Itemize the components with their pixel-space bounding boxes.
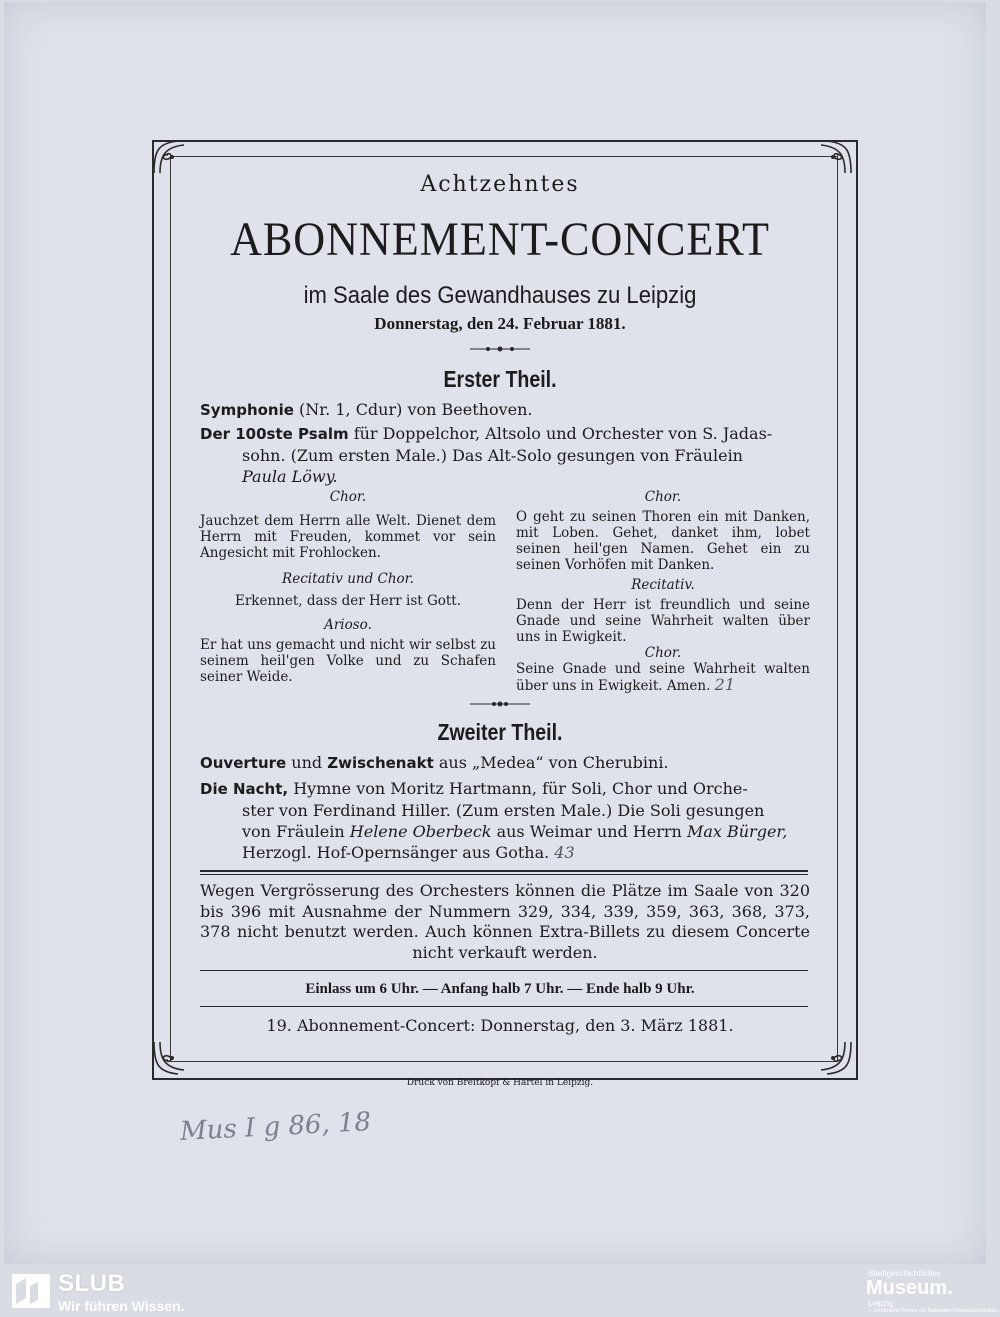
corner-ornament-bottom-right: [815, 1038, 855, 1078]
viewer-footer: [0, 1266, 1000, 1317]
section-heading-part2: Zweiter Theil.: [437, 719, 563, 745]
concert-ordinal: Achtzehntes: [420, 172, 580, 197]
movement-text: [516, 661, 810, 694]
rule-line: [200, 970, 808, 971]
concert-venue: im Saale des Gewandhauses zu Leipzig: [303, 282, 697, 309]
handwritten-number: 21: [714, 675, 736, 694]
work-title: Die Nacht,: [200, 780, 289, 798]
seating-notice: Wegen Vergrösserung des Orchesters können die Plätze im Saale von 320 bis 396 mit Ausnahme der Nummern 329, 334, 339, 359, 363, 368, 373, 378 nicht benutzt werden. Auch können Extra-Billets zu diesem Concerte nicht verkauft werden.: [200, 881, 810, 962]
program-item-symphony: [200, 399, 812, 421]
soloists-text: aus Weimar und Herrn: [496, 822, 682, 841]
museum-city: Leipzig: [868, 1299, 894, 1308]
corner-ornament-top-left: [150, 137, 190, 177]
soloists-text: Herzogl. Hof-Opernsänger aus Gotha.: [242, 843, 550, 862]
movement-heading: Chor.: [329, 489, 367, 505]
corner-ornament-top-right: [815, 137, 855, 177]
movement-heading: Recitativ und Chor.: [282, 571, 414, 587]
museum-label-top: Stadtgeschichtliches: [868, 1269, 941, 1278]
movement-heading: Recitativ.: [631, 577, 695, 593]
museum-logo-text: Museum.: [866, 1277, 953, 1299]
soloists-line: [200, 821, 812, 842]
movement-text: Jauchzet dem Herrn alle Welt. Dienet dem Herrn mit Freuden, kommet vor sein Angesicht mit Frohlocken.: [200, 513, 496, 561]
soloists-text: von Fräulein: [242, 822, 345, 841]
printer-imprint: Druck von Breitkopf & Härtel in Leipzig.: [406, 1078, 594, 1088]
slub-name: SLUB: [58, 1270, 126, 1297]
slub-claim: Wir führen Wissen.: [58, 1298, 185, 1314]
singer-name: Helene Oberbeck: [349, 822, 492, 841]
movement-text: Denn der Herr ist freundlich und seine Gnade und seine Wahrheit walten über uns in Ewigkeit.: [516, 597, 810, 645]
singer-name: Max Bürger,: [686, 822, 788, 841]
text-column-left: [200, 485, 496, 685]
museum-partner-note: ✓ Zertifizierter Partner der Nationalen Klimaschutzinitiative: [868, 1308, 999, 1314]
corner-ornament-bottom-left: [150, 1038, 190, 1078]
work-title: Der 100ste Psalm: [200, 425, 349, 443]
movement-heading: Arioso.: [324, 617, 372, 633]
concert-title: ABONNEMENT-CONCERT: [230, 213, 770, 266]
singer-name: Paula Löwy.: [242, 467, 338, 486]
work-title: Symphonie: [200, 401, 294, 419]
movement-text: O geht zu seinen Thoren ein mit Danken, mit Loben. Gehet, danket ihm, lobet seinen heil'gen Namen. Gehet ein zu seinen Vorhöfen mit Danken.: [516, 509, 810, 573]
program-item-medea: [200, 752, 812, 774]
work-details-cont: sohn. (Zum ersten Male.) Das Alt-Solo gesungen von Fräulein: [242, 446, 743, 465]
movement-heading: Chor.: [644, 645, 682, 661]
movement-heading: Chor.: [644, 489, 682, 505]
soloists-line: [200, 842, 812, 863]
movement-text-line: Seine Gnade und seine Wahrheit walten über uns in Ewigkeit. Amen.: [516, 661, 810, 694]
divider-ornament: [470, 701, 530, 707]
section-heading-part1: Erster Theil.: [443, 366, 557, 392]
connector-text: und: [291, 753, 323, 772]
work-details: aus „Medea“ von Cherubini.: [438, 753, 669, 772]
work-details: Hymne von Moritz Hartmann, für Soli, Chor und Orche-: [293, 779, 748, 798]
program-item-die-nacht: [200, 778, 812, 863]
handwritten-number: 43: [554, 843, 575, 862]
work-title-2: Zwischenakt: [327, 754, 434, 772]
work-details: für Doppelchor, Altsolo und Orchester von S. Jadas-: [353, 424, 773, 443]
program-item-psalm: [200, 423, 812, 487]
divider-ornament: [470, 346, 530, 352]
work-details-cont: ster von Ferdinand Hiller. (Zum ersten Male.) Die Soli gesungen: [242, 801, 765, 820]
concert-times: Einlass um 6 Uhr. — Anfang halb 7 Uhr. — Ende halb 9 Uhr.: [305, 981, 695, 997]
movement-text: Er hat uns gemacht und nicht wir selbst zu seinem heil'gen Volke und zu Schafen seiner Weide.: [200, 637, 496, 685]
movement-text: Erkennet, dass der Herr ist Gott.: [234, 593, 462, 609]
work-details: (Nr. 1, Cdur) von Beethoven.: [299, 400, 533, 419]
text-column-right: [516, 485, 810, 694]
rule-line: [200, 870, 808, 872]
rule-line: [200, 1006, 808, 1007]
slub-logo-icon: [12, 1274, 50, 1308]
next-concert: 19. Abonnement-Concert: Donnerstag, den 3. März 1881.: [266, 1016, 734, 1035]
concert-date: Donnerstag, den 24. Februar 1881.: [374, 314, 626, 333]
handwritten-shelfmark: Mus I g 86, 18: [179, 1107, 372, 1147]
rule-line: [200, 874, 808, 875]
work-title: Ouverture: [200, 754, 287, 772]
